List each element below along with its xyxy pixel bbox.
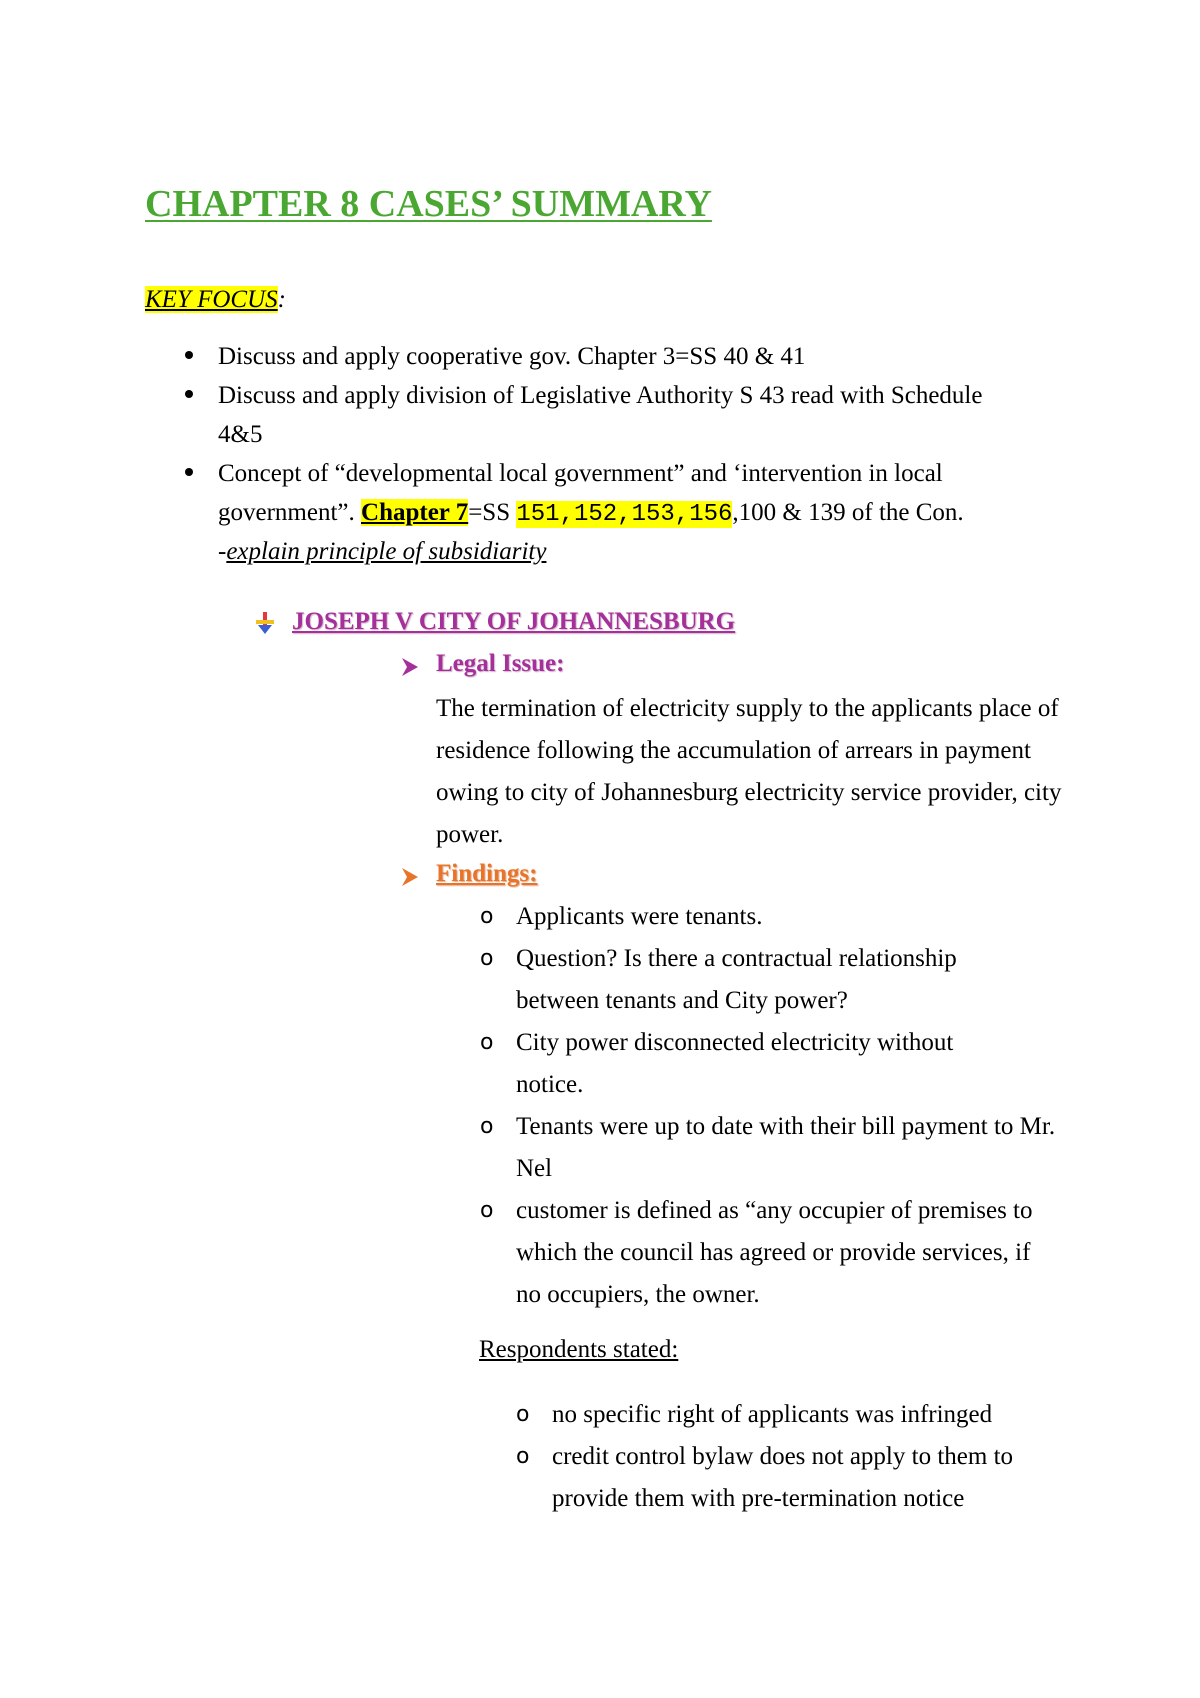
finding-item: Question? Is there a contractual relationship between tenants and City power? xyxy=(516,945,957,1014)
item-3-text: Concept of “developmental local government” and ‘intervention in local government”. xyxy=(218,460,943,526)
circle-bullet-icon: o xyxy=(480,904,494,929)
key-focus-item-2: Discuss and apply division of Legislative Authority S 43 read with Schedule 4&5 xyxy=(218,382,983,448)
circle-bullet-icon: o xyxy=(480,1030,494,1055)
circle-bullet-icon: o xyxy=(516,1402,530,1427)
circle-bullet-icon: o xyxy=(516,1444,530,1469)
legal-issue-text: The termination of electricity supply to the applicants place of residence following the accumulation of arrears in payment owing to city of Johannesburg electricity service provider, city power. xyxy=(436,695,1062,848)
findings-heading: Findings: xyxy=(436,860,538,887)
finding-item: City power disconnected electricity without notice. xyxy=(516,1029,954,1098)
subsidiarity-note xyxy=(218,532,1078,571)
arrow-bullet-icon xyxy=(400,656,420,678)
item-3-post: ,100 & 139 of the Con. xyxy=(732,499,964,526)
subsidiarity-text: explain principle of subsidiarity xyxy=(226,538,547,565)
key-focus-heading xyxy=(145,286,286,314)
key-focus-label: KEY FOCUS xyxy=(145,286,278,313)
sections-highlight: 151,152,153,156 xyxy=(516,501,733,528)
finding-item: Applicants were tenants. xyxy=(516,903,763,930)
key-focus-item-3 xyxy=(218,454,1078,534)
legal-issue-heading: Legal Issue: xyxy=(436,650,565,677)
respondents-heading: Respondents stated: xyxy=(479,1336,679,1363)
plus-arrow-icon xyxy=(254,612,276,636)
bullet-icon xyxy=(185,390,193,398)
key-focus-item-1: Discuss and apply cooperative gov. Chapter 3=SS 40 & 41 xyxy=(218,343,806,370)
case-title: JOSEPH V CITY OF JOHANNESBURG xyxy=(292,608,736,635)
page-title: CHAPTER 8 CASES’ SUMMARY xyxy=(145,183,712,225)
circle-bullet-icon: o xyxy=(480,1114,494,1139)
key-focus-colon: : xyxy=(277,286,286,313)
circle-bullet-icon: o xyxy=(480,946,494,971)
chapter-7-highlight: Chapter 7 xyxy=(361,499,469,526)
respondent-item: credit control bylaw does not apply to them to provide them with pre-termination notice xyxy=(552,1443,1014,1512)
arrow-bullet-icon xyxy=(400,866,420,888)
item-3-ss: =SS xyxy=(468,499,517,526)
circle-bullet-icon: o xyxy=(480,1198,494,1223)
bullet-icon xyxy=(185,468,193,476)
bullet-icon xyxy=(185,351,193,359)
subsidiarity-dash: - xyxy=(218,538,227,565)
finding-item: Tenants were up to date with their bill payment to Mr. Nel xyxy=(516,1113,1056,1182)
respondent-item: no specific right of applicants was infringed xyxy=(552,1401,993,1428)
finding-item: customer is defined as “any occupier of premises to which the council has agreed or provide services, if no occupiers, the owner. xyxy=(516,1197,1033,1308)
